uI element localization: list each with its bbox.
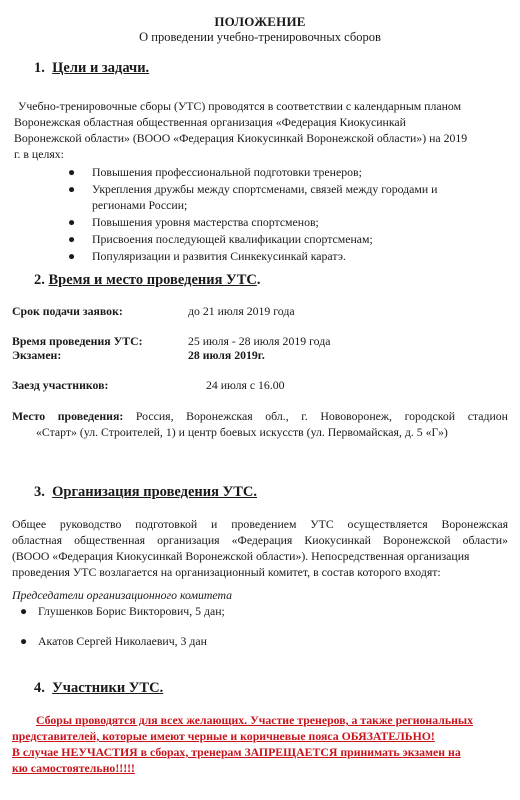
- time-label: Время проведения УТС:: [12, 334, 143, 348]
- bullet-icon: ●: [68, 232, 76, 246]
- section-3-paragraph: [12, 516, 508, 580]
- paragraph-line: проведения УТС возлагается на организационный комитет, в состав которого входят:: [12, 565, 441, 579]
- time-value: 25 июля - 28 июля 2019 года: [188, 334, 331, 348]
- deadline-value: до 21 июля 2019 года: [188, 304, 295, 318]
- doc-subtitle: О проведении учебно-тренировочных сборов: [139, 30, 381, 44]
- list-item: ● Повышения профессиональной подготовки тренеров;: [68, 165, 362, 179]
- committee-member: ● Акатов Сергей Николаевич, 3 дан: [20, 634, 207, 648]
- section-1-title: Цели и задачи.: [52, 60, 150, 76]
- doc-title: ПОЛОЖЕНИЕ: [214, 14, 306, 29]
- section-3-heading: [34, 484, 257, 501]
- section-4-heading: [34, 680, 163, 697]
- section-1-number: 1.: [34, 60, 45, 76]
- exam-value: 28 июля 2019г.: [188, 348, 265, 362]
- section-4-title: Участники УТС.: [52, 680, 164, 696]
- list-item: ● Укрепления дружбы между спортсменами, связей между городами и регионами России;: [68, 182, 438, 212]
- bullet-icon: ●: [68, 215, 76, 229]
- section-2-title: Время и место проведения УТС: [48, 272, 257, 288]
- committee-label: Председатели организационного комитета: [12, 588, 233, 602]
- exam-label: Экзамен:: [12, 348, 62, 362]
- bullet-icon: ●: [68, 249, 76, 263]
- participation-warning: [12, 712, 508, 776]
- paragraph-line: Учебно-тренировочные сборы (УТС) проводятся в соответствии с календарным планом: [18, 99, 462, 113]
- paragraph-line: областная общественная организация «Федерация Киокусинкай Воронежской области»: [12, 533, 508, 547]
- place-line-2: «Старт» (ул. Строителей, 1) и центр боевых искусств (ул. Первомайская, д. 5 «Г»): [36, 425, 448, 439]
- deadline-label: Срок подачи заявок:: [12, 304, 123, 318]
- section-1-paragraph: [14, 98, 508, 162]
- place-block: [12, 408, 508, 440]
- bullet-icon: ●: [20, 634, 28, 648]
- arrival-label: Заезд участников:: [12, 378, 109, 392]
- warning-line: Сборы проводятся для всех желающих. Участие тренеров, а также региональных: [36, 713, 473, 727]
- paragraph-line: Общее руководство подготовкой и проведением УТС осуществляется Воронежская: [12, 517, 508, 531]
- arrival-value: 24 июля с 16.00: [206, 378, 285, 392]
- section-3-title: Организация проведения УТС.: [52, 484, 258, 500]
- bullet-icon: ●: [68, 165, 76, 179]
- bullet-icon: ●: [20, 604, 28, 618]
- place-line-1: Россия, Воронежская обл., г. Нововоронеж, городской стадион: [135, 409, 508, 423]
- bullet-icon: ●: [68, 182, 76, 196]
- paragraph-line: (ВООО «Федерация Киокусинкай Воронежской области»). Непосредственная организация: [12, 549, 470, 563]
- section-1-heading: [34, 60, 149, 77]
- paragraph-line: Воронежская областная общественная организация «Федерация Киокусинкай: [14, 115, 406, 129]
- paragraph-line: Воронежской области» (ВООО «Федерация Киокусинкай Воронежской области») на 2019: [14, 131, 468, 145]
- section-3-number: 3.: [34, 484, 45, 500]
- warning-line: представителей, которые имеют черные и коричневые пояса ОБЯЗАТЕЛЬНО!: [12, 729, 435, 743]
- paragraph-line: г. в целях:: [14, 147, 64, 161]
- section-4-number: 4.: [34, 680, 45, 696]
- place-label: Место проведения:: [12, 409, 124, 423]
- warning-line: В случае НЕУЧАСТИЯ в сборах, тренерам ЗАПРЕЩАЕТСЯ принимать экзамен на: [12, 745, 461, 759]
- section-2-heading: 2. Время и место проведения УТС.: [34, 272, 261, 288]
- list-item: ● Присвоения последующей квалификации спортсменам;: [68, 232, 373, 246]
- section-2-number: 2.: [34, 272, 45, 288]
- goals-list: [68, 164, 502, 265]
- warning-line: кю самостоятельно!!!!!: [12, 761, 135, 775]
- committee-member: ● Глушенков Борис Викторович, 5 дан;: [20, 604, 225, 618]
- list-item: ● Популяризации и развития Синкекусинкай каратэ.: [68, 249, 346, 263]
- list-item: ● Повышения уровня мастерства спортсменов;: [68, 215, 319, 229]
